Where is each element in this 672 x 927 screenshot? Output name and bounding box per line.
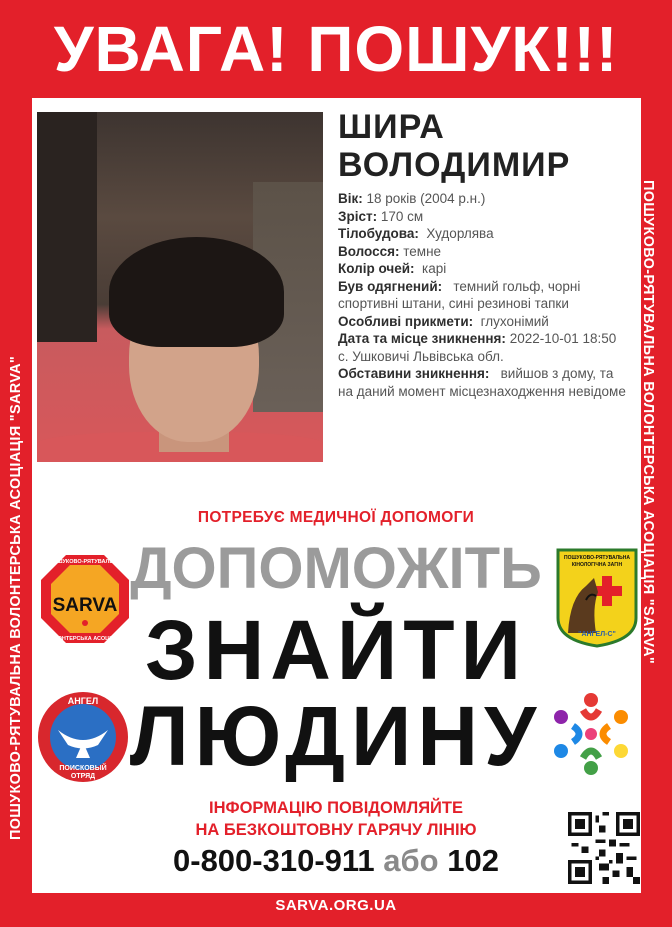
detail-value: 170 см	[377, 208, 424, 224]
detail-value: темне	[399, 243, 442, 259]
person-first-name: ВОЛОДИМИР	[338, 146, 571, 184]
info-line2: НА БЕЗКОШТОВНУ ГАРЯЧУ ЛІНІЮ	[195, 821, 477, 839]
detail-row	[338, 278, 628, 313]
headline: УВАГА! ПОШУК!!!	[53, 13, 619, 85]
person-name	[338, 108, 570, 184]
detail-label: Дата та місце зникнення:	[338, 331, 506, 346]
detail-row	[338, 190, 628, 208]
info-line1: ІНФОРМАЦІЮ ПОВІДОМЛЯЙТЕ	[208, 799, 463, 817]
detail-value: Худорлява	[418, 226, 494, 241]
detail-row	[338, 225, 628, 243]
medical-notice: ПОТРЕБУЄ МЕДИЧНОЇ ДОПОМОГИ	[197, 509, 475, 526]
detail-value: вийшов з дому, та на даний момент місцезнаходження невідоме	[338, 366, 626, 399]
sarva-ring-top: ПОШУКОВО-РЯТУВАЛЬНА	[48, 559, 122, 565]
detail-label: Обставини зникнення:	[338, 366, 490, 381]
detail-row	[338, 208, 628, 226]
detail-row	[338, 365, 628, 400]
detail-value: 18 років (2004 р.н.)	[362, 191, 486, 206]
find-heading-line1: ЗНАЙТИ	[144, 603, 527, 697]
detail-row	[338, 330, 628, 365]
detail-row	[338, 260, 628, 278]
detail-row	[338, 243, 628, 261]
side-text-right: ПОШУКОВО-РЯТУВАЛЬНА ВОЛОНТЕРСЬКА АСОЦІАЦІЯ "SARVA"	[640, 180, 656, 665]
detail-value: темний гольф, чорні спортивні штани, сині резинові тапки	[338, 278, 585, 311]
volunteers-logo	[545, 688, 637, 780]
dog-logo-bottom: "АНГЕЛ-С"	[578, 631, 616, 638]
emergency-number[interactable]: 102	[447, 843, 499, 878]
footer-website[interactable]: SARVA.ORG.UA	[275, 897, 397, 914]
person-details	[338, 190, 628, 400]
dog-logo-top1: ПОШУКОВО-РЯТУВАЛЬНА	[564, 555, 630, 561]
detail-label: Тілобудова:	[338, 226, 419, 241]
angel-squad-logo	[36, 690, 130, 784]
detail-label: Зріст:	[338, 208, 378, 224]
dog-logo-top2: КІНОЛОГІЧНА ЗАГІН	[571, 562, 623, 568]
detail-label: Особливі прикмети:	[338, 313, 474, 329]
detail-value: глухонімий	[473, 313, 549, 329]
detail-label: Колір очей:	[338, 261, 415, 276]
detail-value: карі	[414, 261, 447, 276]
find-heading-line2: ЛЮДИНУ	[129, 689, 543, 783]
detail-label: Вік:	[338, 191, 363, 206]
dog-unit-logo	[556, 548, 638, 648]
detail-label: Волосся:	[338, 243, 400, 259]
detail-label: Був одягнений:	[338, 278, 443, 294]
angel-logo-bottom2: ОТРЯД	[70, 773, 96, 780]
qr-code[interactable]	[568, 812, 640, 884]
person-surname: ШИРА	[338, 108, 445, 146]
phone-or: або	[383, 843, 439, 878]
detail-value: 2022-10-01 18:50 с. Ушковичі Львівська обл.	[338, 331, 621, 364]
help-heading: ДОПОМОЖІТЬ	[130, 536, 542, 601]
missing-person-photo	[37, 112, 323, 462]
angel-logo-bottom1: ПОИСКОВЫЙ	[59, 765, 107, 772]
detail-row	[338, 313, 628, 331]
hotline-number[interactable]: 0-800-310-911	[173, 843, 375, 878]
angel-logo-top: АНГЕЛ	[67, 696, 99, 706]
sarva-logo	[39, 553, 131, 645]
sarva-logo-text: SARVA	[52, 595, 118, 616]
sarva-ring-bottom: ВОЛОНТЕРСЬКА АСОЦІАЦІЯ	[45, 636, 125, 642]
side-text-left: ПОШУКОВО-РЯТУВАЛЬНА ВОЛОНТЕРСЬКА АСОЦІАЦІЯ "SARVA"	[8, 355, 24, 840]
